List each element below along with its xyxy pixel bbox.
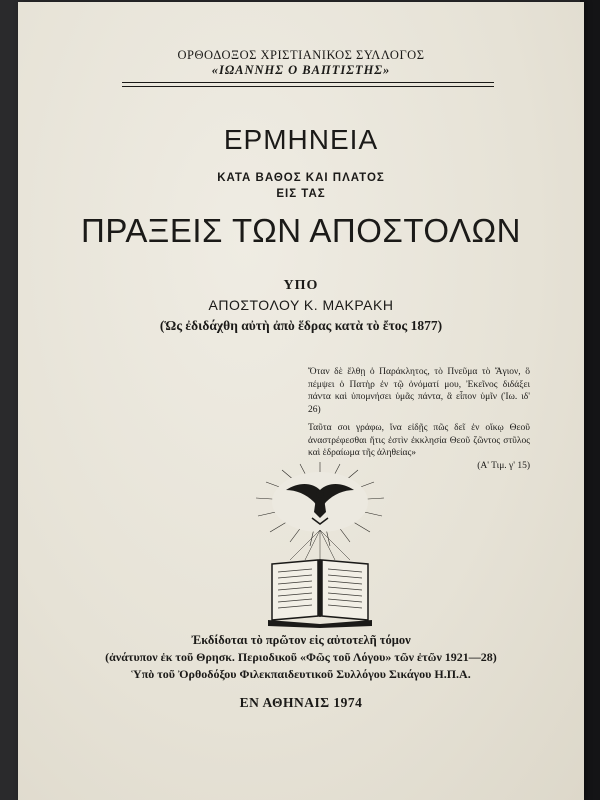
- author-note: (Ὡς ἐδιδάχθη αὐτὴ ἀπὸ ἕδρας κατὰ τὸ ἔτος 1877): [159, 318, 443, 333]
- publication-line-1: Ἐκδίδοται τὸ πρῶτον εἰς αὐτοτελῆ τόμον: [191, 633, 411, 647]
- dove-over-open-book-icon: [250, 460, 390, 630]
- epigraph-text: Ὅταν δὲ ἔλθῃ ὁ Παράκλητος, τὸ Πνεῦμα τὸ Ἅγιον, ὃ πέμψει ὁ Πατὴρ ἐν τῷ ὀνόματί μου, Ἐκεῖνος διδάξει πάντα καὶ ὑπομνήσει ὑμᾶς πάντα, ἃ εἶπον ὑμῖν (Ἰω. ιδ' 26): [308, 367, 530, 415]
- divider-rule: [122, 82, 494, 83]
- author-name: ΑΠΟΣΤΟΛΟΥ Κ. ΜΑΚΡΑΚΗ: [208, 297, 394, 313]
- association-label: ΟΡΘΟΔΟΞΟΣ ΧΡΙΣΤΙΑΝΙΚΟΣ ΣΥΛΛΟΓΟΣ: [177, 48, 425, 62]
- author-prefix: ΥΠΟ: [283, 278, 319, 293]
- epigraph-text: Ταῦτα σοι γράφω, ἵνα εἰδῇς πῶς δεῖ ἐν οἴκῳ Θεοῦ ἀναστρέφεσθαι ἥτις ἐστὶν ἐκκλησία Θεοῦ ζῶντος στῦλος καὶ ἑδραίωμα τῆς ἀληθείας»: [308, 423, 530, 458]
- divider-rule: [122, 86, 494, 87]
- place-and-year: ΕΝ ΑΘΗΝΑΙΣ 1974: [239, 695, 363, 710]
- epigraph-1: [308, 366, 530, 416]
- cover-subtitle-line2: ΕΙΣ ΤΑΣ: [276, 188, 326, 200]
- epigraph-reference: (Α' Τιμ. γ' 15): [477, 460, 530, 471]
- association-name: «ΙΩΑΝΝΗΣ Ο ΒΑΠΤΙΣΤΗΣ»: [211, 63, 391, 77]
- publication-line-2: (ἀνάτυπον ἐκ τοῦ Θρησκ. Περιοδικοῦ «Φῶς τοῦ Λόγου» τῶν ἐτῶν 1921—28): [105, 650, 497, 664]
- cover-title: ΕΡΜΗΝΕΙΑ: [223, 124, 379, 155]
- book-title: ΠΡΑΞΕΙΣ ΤΩΝ ΑΠΟΣΤΟΛΩΝ: [81, 212, 521, 249]
- publication-line-3: Ὑπὸ τοῦ Ὀρθοδόξου Φιλεκπαιδευτικοῦ Συλλόγου Σικάγου Η.Π.Α.: [131, 667, 471, 681]
- book-cover: [18, 2, 584, 800]
- cover-subtitle-line1: ΚΑΤΑ ΒΑΘΟΣ ΚΑΙ ΠΛΑΤΟΣ: [217, 172, 385, 184]
